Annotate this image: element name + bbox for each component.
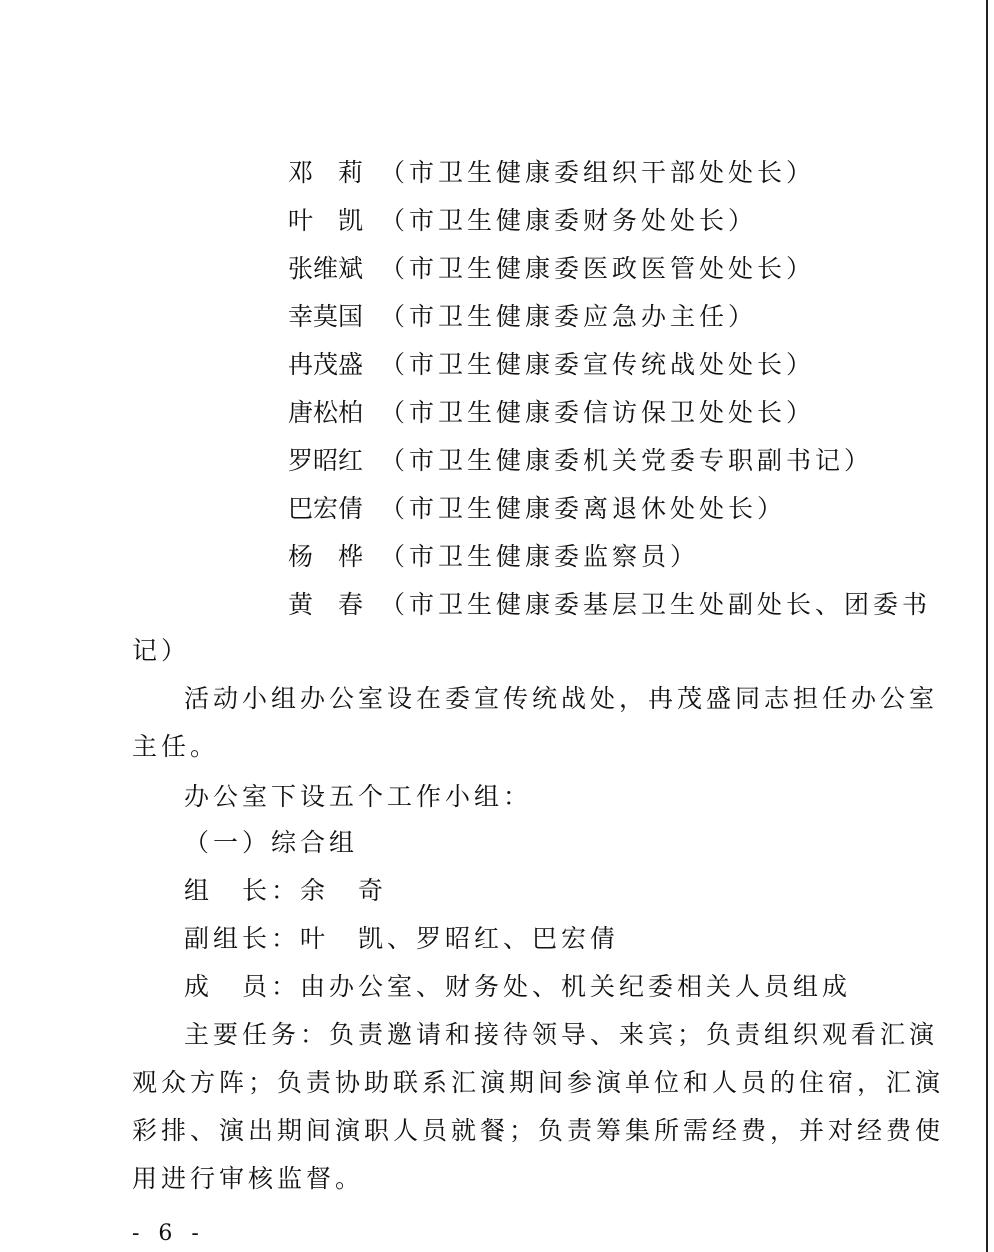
member-title: （市卫生健康委监察员） bbox=[380, 542, 700, 571]
member-name: 邓 莉 bbox=[288, 158, 364, 187]
group-deputy-leaders: 副组长：叶 凯、罗昭红、巴宏倩 bbox=[184, 924, 620, 953]
member-name: 唐松柏 bbox=[288, 398, 364, 427]
member-line bbox=[288, 590, 931, 620]
group-leader: 组 长：余 奇 bbox=[184, 876, 388, 905]
member-name: 张维斌 bbox=[288, 254, 364, 283]
member-name: 幸莫国 bbox=[288, 302, 364, 331]
member-name: 黄 春 bbox=[288, 590, 364, 619]
member-title: （市卫生健康委基层卫生处副处长、团委书 bbox=[380, 590, 932, 619]
member-title-continuation: 记） bbox=[132, 636, 191, 665]
member-title: （市卫生健康委信访保卫处处长） bbox=[380, 398, 816, 427]
member-line bbox=[288, 302, 757, 332]
member-line bbox=[288, 206, 757, 236]
group-members: 成 员：由办公室、财务处、机关纪委相关人员组成 bbox=[184, 972, 852, 1001]
member-name: 巴宏倩 bbox=[288, 494, 364, 523]
member-line bbox=[288, 158, 815, 188]
member-title: （市卫生健康委应急办主任） bbox=[380, 302, 758, 331]
member-line bbox=[288, 254, 815, 284]
task-line: 主要任务：负责邀请和接待领导、来宾；负责组织观看汇演 bbox=[184, 1020, 939, 1049]
subgroups-intro: 办公室下设五个工作小组： bbox=[184, 782, 533, 811]
member-title: （市卫生健康委机关党委专职副书记） bbox=[380, 446, 874, 475]
page-edge-line bbox=[986, 0, 988, 1252]
member-title: （市卫生健康委医政医管处处长） bbox=[380, 254, 816, 283]
member-title: （市卫生健康委财务处处长） bbox=[380, 206, 758, 235]
task-line: 用进行审核监督。 bbox=[132, 1164, 365, 1193]
member-name: 罗昭红 bbox=[288, 446, 364, 475]
member-line bbox=[288, 350, 815, 380]
page-number: - 6 - bbox=[132, 1221, 205, 1246]
member-name: 冉茂盛 bbox=[288, 350, 364, 379]
office-paragraph-line1: 活动小组办公室设在委宣传统战处，冉茂盛同志担任办公室 bbox=[184, 684, 939, 713]
office-paragraph-line2: 主任。 bbox=[132, 732, 220, 761]
member-line bbox=[288, 398, 815, 428]
task-line: 彩排、演出期间演职人员就餐；负责筹集所需经费，并对经费使 bbox=[132, 1116, 945, 1145]
member-line bbox=[288, 542, 699, 572]
member-name: 叶 凯 bbox=[288, 206, 364, 235]
member-title: （市卫生健康委宣传统战处处长） bbox=[380, 350, 816, 379]
member-line bbox=[288, 494, 786, 524]
member-name: 杨 桦 bbox=[288, 542, 364, 571]
task-line: 观众方阵；负责协助联系汇演期间参演单位和人员的住宿，汇演 bbox=[132, 1068, 945, 1097]
member-title: （市卫生健康委离退休处处长） bbox=[380, 494, 787, 523]
member-line bbox=[288, 446, 873, 476]
member-title: （市卫生健康委组织干部处处长） bbox=[380, 158, 816, 187]
group-heading: （一）综合组 bbox=[184, 828, 359, 857]
